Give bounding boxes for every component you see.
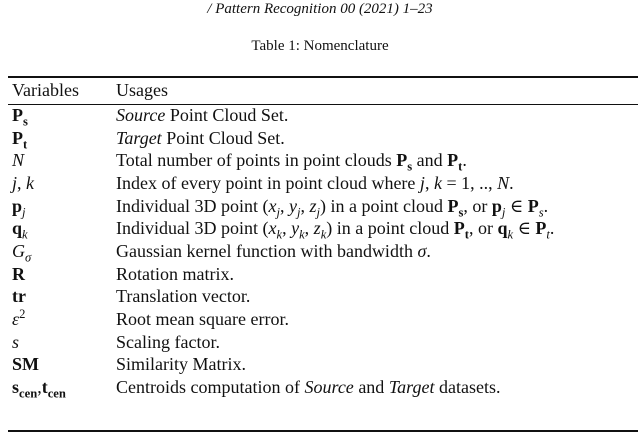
table-row (12, 286, 554, 309)
usage-cell: Rotation matrix. (116, 263, 234, 284)
variable-cell (12, 240, 116, 263)
variable-cell (12, 331, 116, 354)
table-row (12, 172, 554, 195)
variable-symbol: N (12, 150, 25, 171)
variable-symbol: j, k (12, 172, 35, 193)
variable-cell (12, 376, 116, 399)
table-row (12, 240, 554, 263)
table-row (12, 331, 554, 354)
variable-cell (12, 354, 116, 377)
table-row (12, 217, 554, 240)
usage-cell: Centroids computation of Source and Target datasets. (116, 377, 501, 398)
column-header-usages: Usages (116, 80, 168, 100)
variable-symbol: s (12, 331, 20, 352)
variable-symbol: $q_k$ (12, 218, 28, 242)
table-row (12, 376, 554, 399)
usage-cell: Gaussian kernel function with bandwidth σ. (116, 240, 431, 261)
usage-cell: Translation vector. (116, 286, 251, 307)
variable-cell (12, 149, 116, 172)
variable-symbol: $P_t$ (12, 127, 28, 152)
table-bottom-rule (8, 430, 638, 432)
table-row (12, 308, 554, 331)
running-header: / Pattern Recognition 00 (2021) 1–23 (207, 1, 433, 17)
usage-cell: Total number of points in point clouds $P_s$ and $P_t$. (116, 150, 467, 174)
variable-cell (12, 103, 116, 127)
table-row (12, 263, 554, 286)
usage-cell: Source Point Cloud Set. (116, 104, 289, 125)
nomenclature-table (12, 78, 554, 399)
table-caption: Table 1: Nomenclature (251, 38, 389, 54)
variable-cell (12, 172, 116, 195)
variable-symbol: $\varepsilon^2$ (12, 307, 26, 330)
usage-cell: Individual 3D point ($x_j$, $y_j$, $z_j$) in a point cloud $P_s$, or $p_j$ ∈ $P_s$. (116, 195, 549, 220)
variable-symbol: $p_j$ (12, 195, 26, 220)
table-row (12, 195, 554, 218)
variable-symbol: R (12, 263, 25, 284)
variable-symbol: $s_{cen},t_{cen}$ (12, 377, 66, 401)
table-row (12, 103, 554, 127)
usage-cell: Root mean square error. (116, 309, 289, 330)
usage-cell: Scaling factor. (116, 331, 220, 352)
variable-cell (12, 127, 116, 150)
variable-cell (12, 195, 116, 218)
usage-cell: Individual 3D point ($x_k$, $y_k$, $z_k$) in a point cloud $P_t$, or $q_k$ ∈ $P_t$. (116, 218, 555, 242)
variable-cell (12, 263, 116, 286)
variable-symbol: tr (12, 286, 26, 307)
usage-cell: Similarity Matrix. (116, 354, 246, 375)
variable-cell (12, 286, 116, 309)
usage-cell: Target Point Cloud Set. (116, 127, 285, 148)
variable-cell (12, 308, 116, 331)
table-row (12, 149, 554, 172)
variable-symbol: SM (12, 354, 39, 375)
table-row (12, 354, 554, 377)
column-header-variables: Variables (12, 80, 79, 100)
table-row (12, 127, 554, 150)
table-header-row (12, 78, 554, 103)
variable-symbol: $P_s$ (12, 104, 28, 129)
variable-symbol: $G_\sigma$ (12, 240, 32, 265)
variable-cell (12, 217, 116, 240)
usage-cell: Index of every point in point cloud where j, k = 1, .., N. (116, 172, 514, 193)
